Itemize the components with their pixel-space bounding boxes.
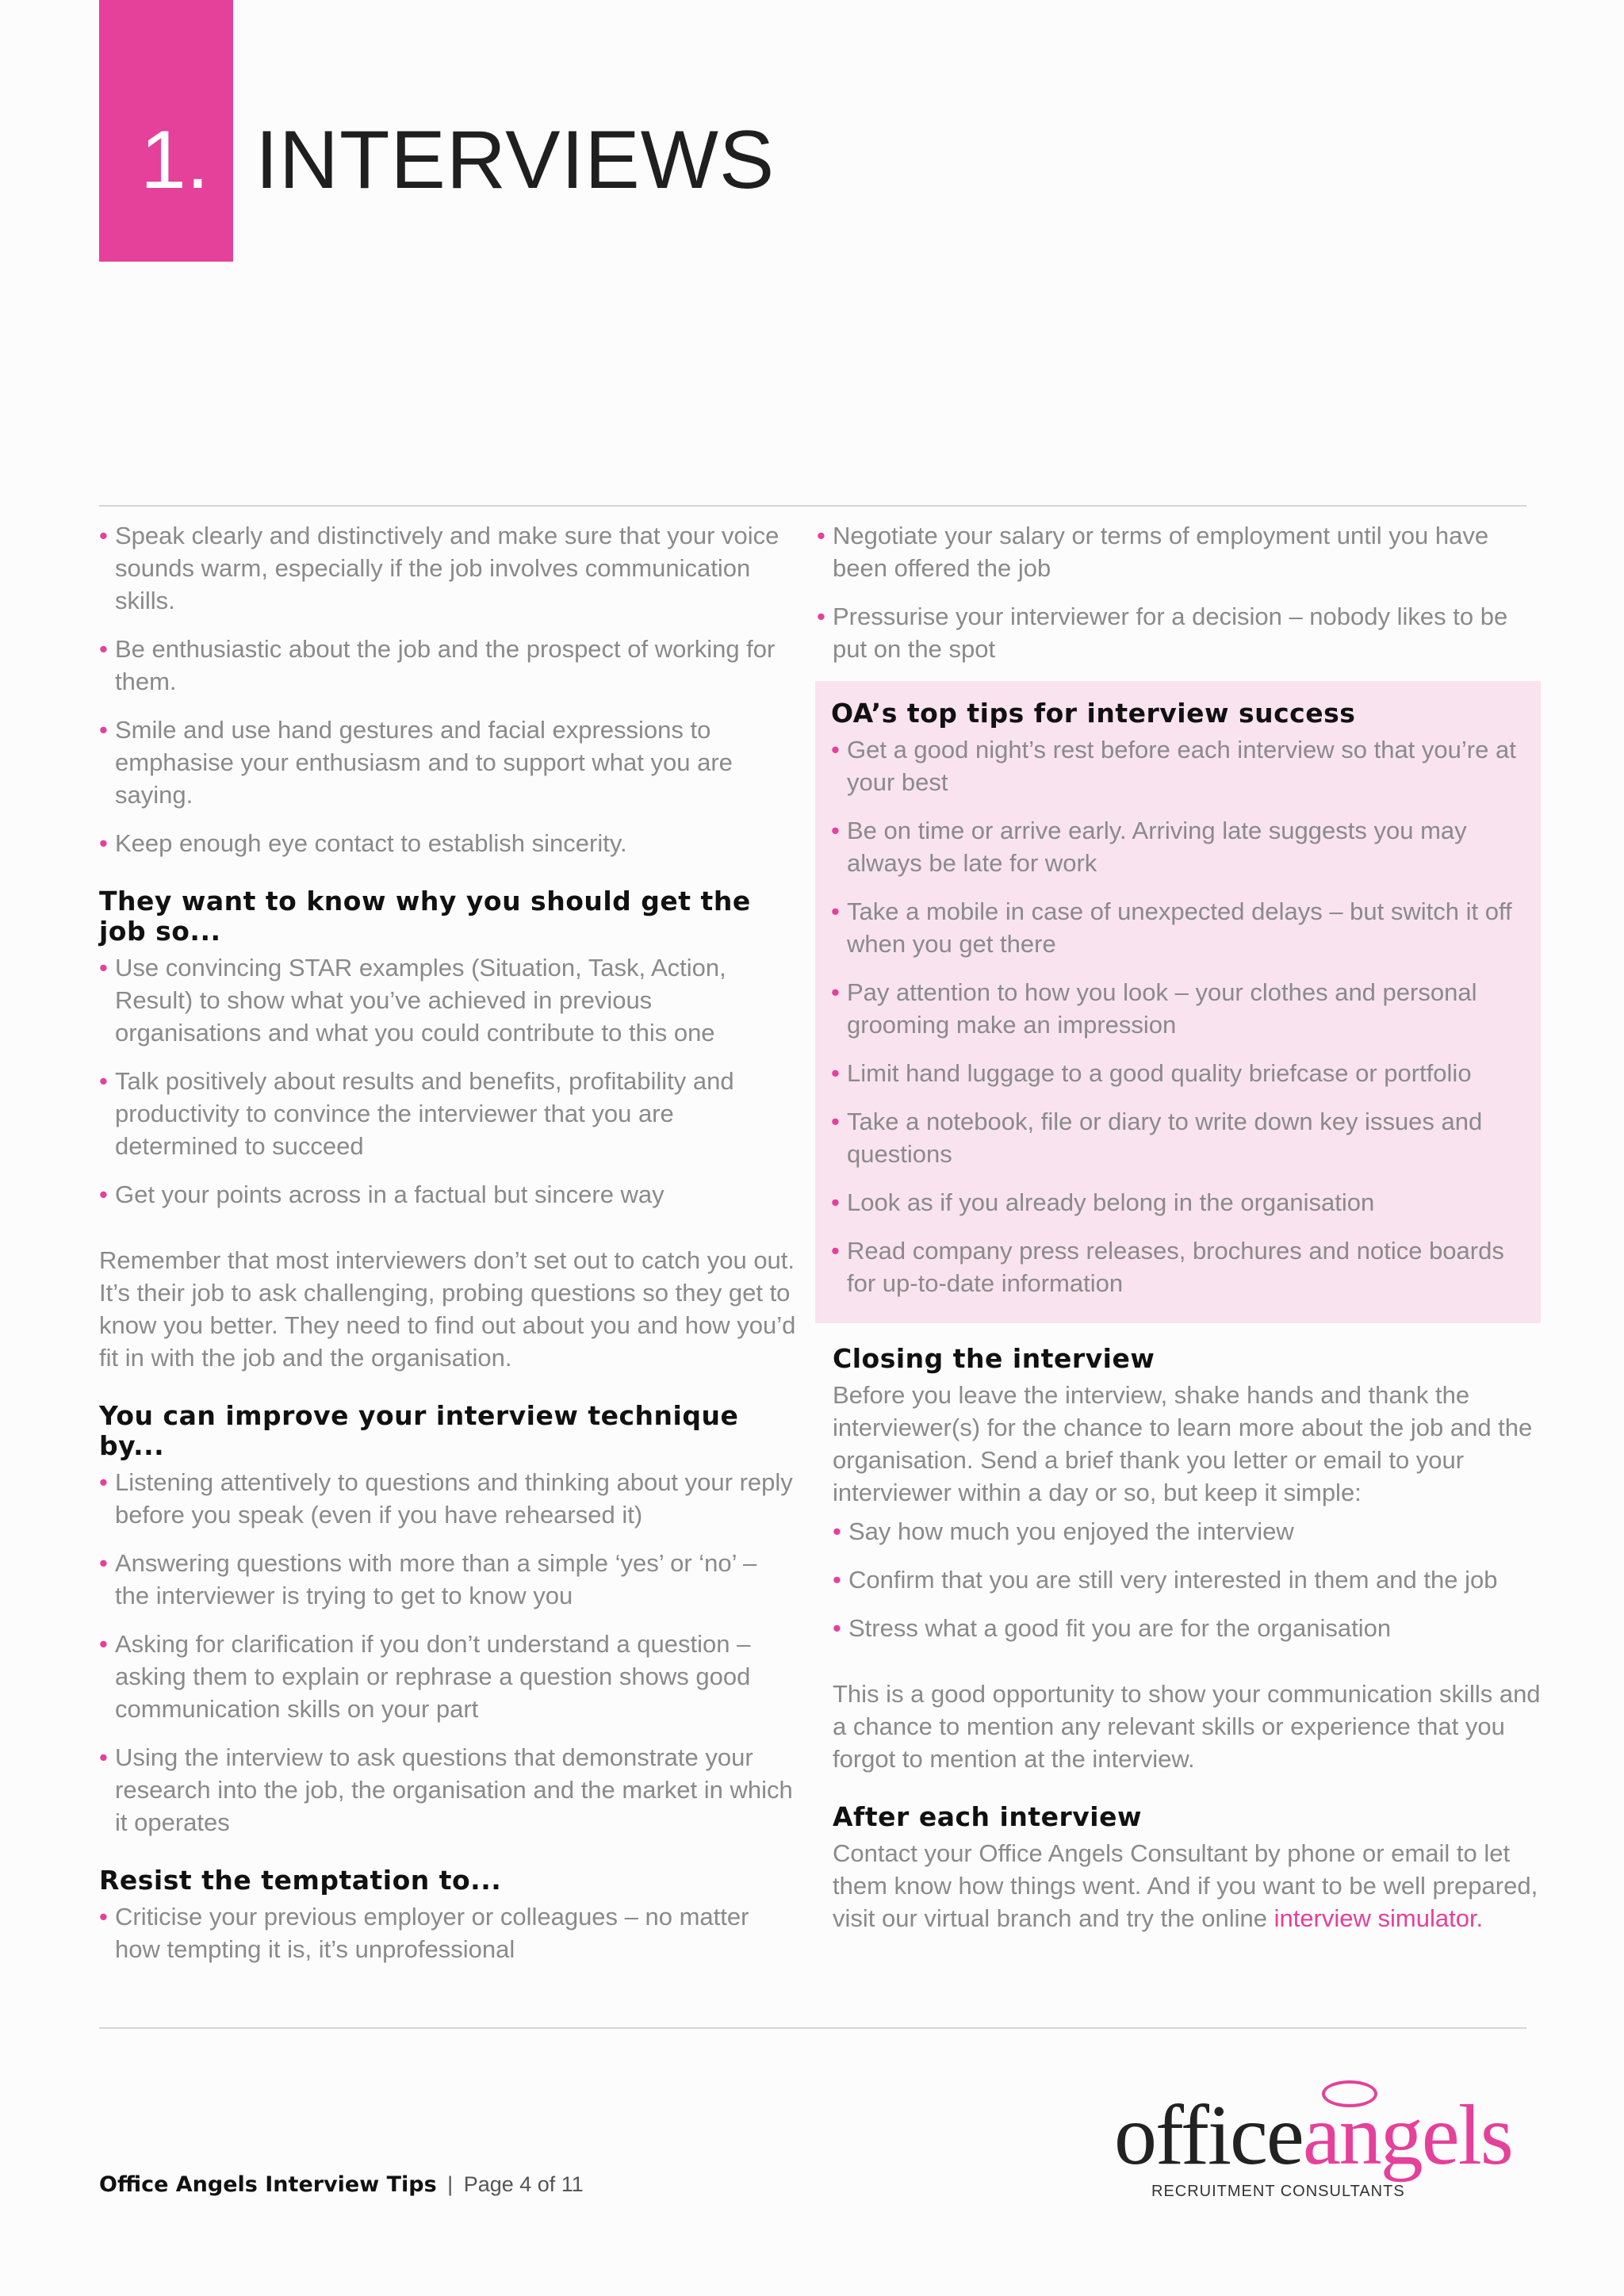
closing-heading: Closing the interview xyxy=(833,1343,1155,1374)
after-interview-paragraph xyxy=(833,1837,1542,1934)
logo-word-office: office xyxy=(1114,2088,1303,2183)
section-heading-why-you: They want to know why you should get the job so... xyxy=(99,886,751,947)
list-item: • Speak clearly and distinctively and make sure that your voice sounds warm, especially if the job involves communication skills. xyxy=(99,519,797,617)
list-item: • Listening attentively to questions and thinking about your reply before you speak (even if you have rehearsed it) xyxy=(99,1466,797,1531)
list-item: • Talk positively about results and benefits, profitability and productivity to convince the interviewer that you are determined to succeed xyxy=(99,1065,797,1162)
logo-word-angels: angels xyxy=(1302,2088,1512,2183)
list-item: • Read company press releases, brochures and notice boards for up-to-date information xyxy=(831,1234,1525,1299)
list-item: • Negotiate your salary or terms of employment until you have been offered the job xyxy=(817,519,1542,584)
list-item: • Pay attention to how you look – your clothes and personal grooming make an impression xyxy=(831,976,1525,1041)
list-item: • Asking for clarification if you don’t understand a question – asking them to explain or rephrase a question shows good communication skills on your part xyxy=(99,1628,797,1725)
list-item: • Get your points across in a factual but sincere way xyxy=(99,1178,797,1211)
page-title: INTERVIEWS xyxy=(255,114,776,206)
list-item: • Keep enough eye contact to establish sincerity. xyxy=(99,827,797,859)
top-divider xyxy=(99,505,1526,507)
list-item: • Be enthusiastic about the job and the prospect of working for them. xyxy=(99,633,797,698)
list-item: • Answering questions with more than a simple ‘yes’ or ‘no’ – the interviewer is trying to get to know you xyxy=(99,1547,797,1612)
list-item: • Smile and use hand gestures and facial expressions to emphasise your enthusiasm and to support what you are saying. xyxy=(99,714,797,811)
list-item: • Pressurise your interviewer for a decision – nobody likes to be put on the spot xyxy=(817,600,1542,665)
list-item: • Say how much you enjoyed the interview xyxy=(833,1515,1542,1548)
improve-technique-bullet-list xyxy=(99,1466,797,1839)
list-item: • Use convincing STAR examples (Situation, Task, Action, Result) to show what you’ve achieved in previous organisations and what you could contribute to this one xyxy=(99,951,797,1049)
intro-bullet-list xyxy=(99,519,797,859)
right-column xyxy=(817,519,1542,1934)
list-item: • Using the interview to ask questions that demonstrate your research into the job, the organisation and the market in which it operates xyxy=(99,1741,797,1839)
list-item: • Stress what a good fit you are for the organisation xyxy=(833,1612,1542,1644)
top-tips-bullet-list xyxy=(831,733,1525,1299)
section-number-block xyxy=(99,0,233,262)
closing-paragraph: Before you leave the interview, shake hands and thank the interviewer(s) for the chance to learn more about the job and the organisation. Send a brief thank you letter or email to your interviewer within a day or so, but keep it simple: xyxy=(833,1381,1533,1506)
list-item: • Take a notebook, file or diary to write down key issues and questions xyxy=(831,1105,1525,1170)
top-tips-heading: OA’s top tips for interview success xyxy=(831,698,1356,729)
closing-paragraph-2: This is a good opportunity to show your communication skills and a chance to mention any relevant skills or experience that you forgot to mention at the interview. xyxy=(833,1680,1541,1773)
bottom-divider xyxy=(99,2027,1526,2029)
footer-page-number: Page 4 of 11 xyxy=(463,2172,584,2196)
after-interview-text: Contact your Office Angels Consultant by phone or email to let them know how things went. And if you want to be well prepared, visit our virtual branch and try the online xyxy=(833,1839,1538,1932)
section-heading-resist: Resist the temptation to... xyxy=(99,1865,502,1896)
footer xyxy=(99,2172,584,2197)
footer-separator: | xyxy=(447,2172,454,2196)
list-item: • Be on time or arrive early. Arriving late suggests you may always be late for work xyxy=(831,814,1525,879)
why-you-bullet-list xyxy=(99,951,797,1211)
closing-bullet-list xyxy=(833,1515,1542,1644)
list-item: • Criticise your previous employer or colleagues – no matter how tempting it is, it’s unprofessional xyxy=(99,1900,797,1965)
resist-continued-bullet-list xyxy=(817,519,1542,665)
section-heading-improve-technique: You can improve your interview technique by... xyxy=(99,1400,739,1461)
closing-section xyxy=(817,1344,1542,1934)
section-number: 1. xyxy=(140,114,209,206)
after-interview-heading: After each interview xyxy=(833,1801,1142,1832)
list-item: • Limit hand luggage to a good quality briefcase or portfolio xyxy=(831,1057,1525,1089)
list-item: • Look as if you already belong in the organisation xyxy=(831,1186,1525,1219)
list-item: • Get a good night’s rest before each interview so that you’re at your best xyxy=(831,733,1525,798)
logo-wordmark xyxy=(1114,2088,1512,2183)
logo-subtitle: RECRUITMENT CONSULTANTS xyxy=(1151,2183,1405,2200)
interviewers-paragraph: Remember that most interviewers don’t set out to catch you out. It’s their job to ask challenging, probing questions so they get to know you better. They need to find out about you and how you’d fit in with the job and the organisation. xyxy=(99,1246,796,1372)
left-column xyxy=(99,519,797,1981)
interview-simulator-link[interactable]: interview simulator. xyxy=(1274,1904,1484,1932)
top-tips-box xyxy=(815,681,1541,1323)
list-item: • Take a mobile in case of unexpected delays – but switch it off when you get there xyxy=(831,895,1525,960)
resist-bullet-list xyxy=(99,1900,797,1965)
office-angels-logo xyxy=(1114,2088,1526,2200)
list-item: • Confirm that you are still very interested in them and the job xyxy=(833,1563,1542,1596)
footer-doc-title: Office Angels Interview Tips xyxy=(99,2172,437,2197)
